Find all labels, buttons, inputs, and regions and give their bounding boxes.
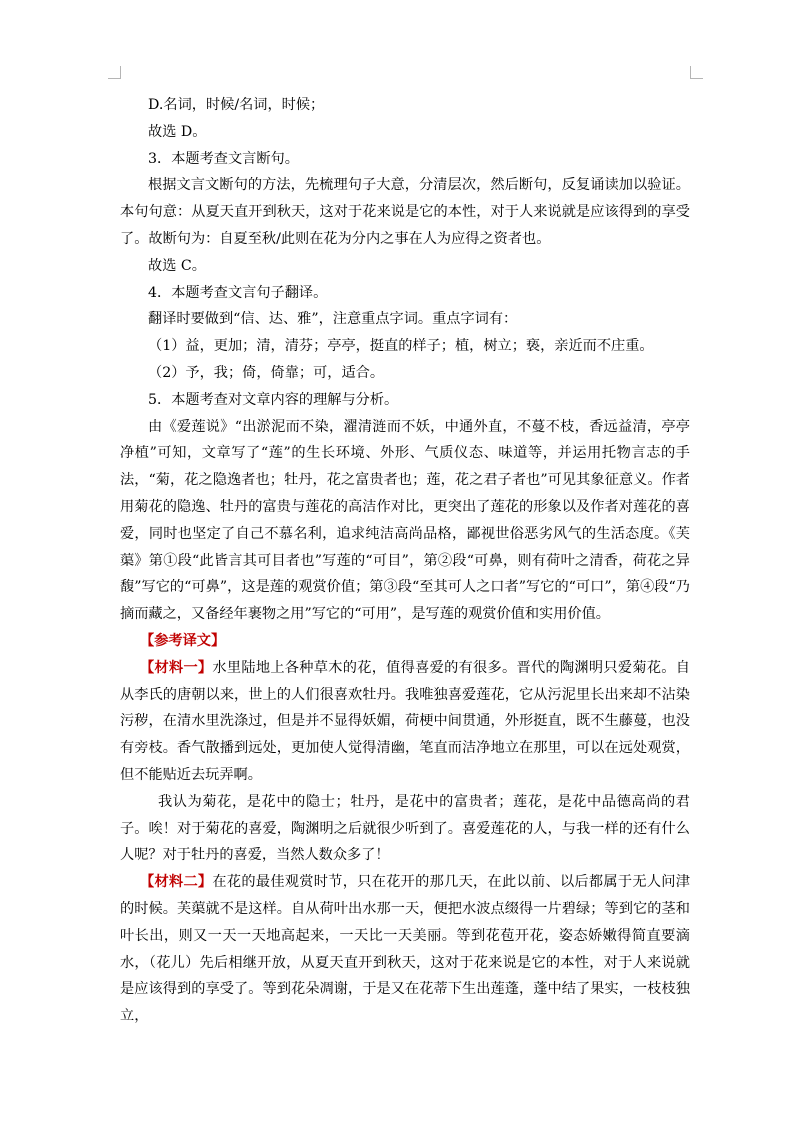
paragraph-answer-d: 故选 D。 — [148, 123, 207, 140]
paragraph-question-3: 3．本题考查文言断句。 — [148, 150, 299, 167]
paragraph-option-d: D.名词，时候/名词，时候； — [148, 97, 325, 113]
paragraph-question-4: 4．本题考查文言句子翻译。 — [148, 284, 328, 301]
paragraph-material-two — [120, 869, 690, 1030]
crop-mark-top-right — [690, 66, 703, 79]
crop-mark-top-left — [108, 66, 121, 79]
material-one-label: 【材料一】 — [140, 659, 213, 676]
document-page — [120, 92, 690, 1030]
material-two-text: 在花的最佳观赏时节，只在花开的那几天，在此以前、以后都属于无人问津的时候。芙蕖就不是这样。自从荷叶出水那一天，便把水波点缀得一片碧绿；等到它的茎和叶长出，则又一天一天地高起来，一天比一天美丽。等到花苞开花，姿态娇嫩得简直要滴水，（花儿）先后相继开放，从夏天直开到秋天，这对于花来说是它的本性，对于人来说就是应该得到的享受了。等到花朵凋谢，于是又在花蒂下生出莲蓬，蓬中结了果实，一枝枝独立， — [120, 874, 690, 1025]
paragraph-q5-analysis: 由《爱莲说》“出淤泥而不染，濯清涟而不妖，中通外直，不蔓不枝，香远益清，亭亭净植”可知，文章写了“莲”的生长环境、外形、气质仪态、味道等，并运用托物言志的手法，“菊，花之隐逸者也；牡丹，花之富贵者也；莲，花之君子者也”可见其象征意义。作者用菊花的隐逸、牡丹的富贵与莲花的高洁作对比，更突出了莲花的形象以及作者对莲花的喜爱，同时也坚定了自己不慕名利，追求纯洁高尚品格，鄙视世俗恶劣风气的生活态度。《芙蕖》第①段“此皆言其可目者也”写莲的“可目”，第②段“可鼻，则有荷叶之清香，荷花之异馥”写它的“可鼻”，这是莲的观赏价值；第③段“至其可人之口者”写它的“可口”，第④段“乃摘而藏之，又备经年裹物之用”写它的“可用”，是写莲的观赏价值和实用价值。 — [120, 418, 690, 623]
paragraph-question-5: 5．本题考查对文章内容的理解与分析。 — [148, 391, 399, 408]
paragraph-material-one — [120, 655, 690, 789]
reference-translation-heading — [120, 628, 690, 655]
reference-heading-label: 【参考译文】 — [140, 632, 226, 649]
paragraph-q4-words-2: （2）予，我；倚，倚靠；可，适合。 — [148, 364, 385, 381]
material-two-label: 【材料二】 — [140, 874, 213, 891]
paragraph-material-one-cont: 我认为菊花，是花中的隐士；牡丹，是花中的富贵者；莲花，是花中品德高尚的君子。唉！对于菊花的喜爱，陶渊明之后就很少听到了。喜爱莲花的人，与我一样的还有什么人呢？对于牡丹的喜爱，当然人数众多了！ — [120, 793, 690, 864]
paragraph-q3-analysis: 根据文言文断句的方法，先梳理句子大意，分清层次，然后断句，反复诵读加以验证。本句句意：从夏天直开到秋天，这对于花来说是它的本性，对于人来说就是应该得到的享受了。故断句为：自夏至秋/此则在花为分内之事在人为应得之资者也。 — [120, 177, 690, 247]
paragraph-q4-words-1: （1）益，更加；清，清芬；亭亭，挺直的样子；植，树立；亵，亲近而不庄重。 — [148, 338, 654, 355]
paragraph-answer-c: 故选 C。 — [148, 257, 206, 274]
paragraph-q4-method: 翻译时要做到“信、达、雅”，注意重点字词。重点字词有： — [148, 311, 518, 328]
material-one-text: 水里陆地上各种草木的花，值得喜爱的有很多。晋代的陶渊明只爱菊花。自从李氏的唐朝以来，世上的人们很喜欢牡丹。我唯独喜爱莲花，它从污泥里长出来却不沾染污秽，在清水里洗涤过，但是并不显得妖媚，荷梗中间贯通，外形挺直，既不生藤蔓，也没有旁枝。香气散播到远处，更加使人觉得清幽，笔直而洁净地立在那里，可以在远处观赏，但不能贴近去玩弄啊。 — [120, 659, 690, 783]
